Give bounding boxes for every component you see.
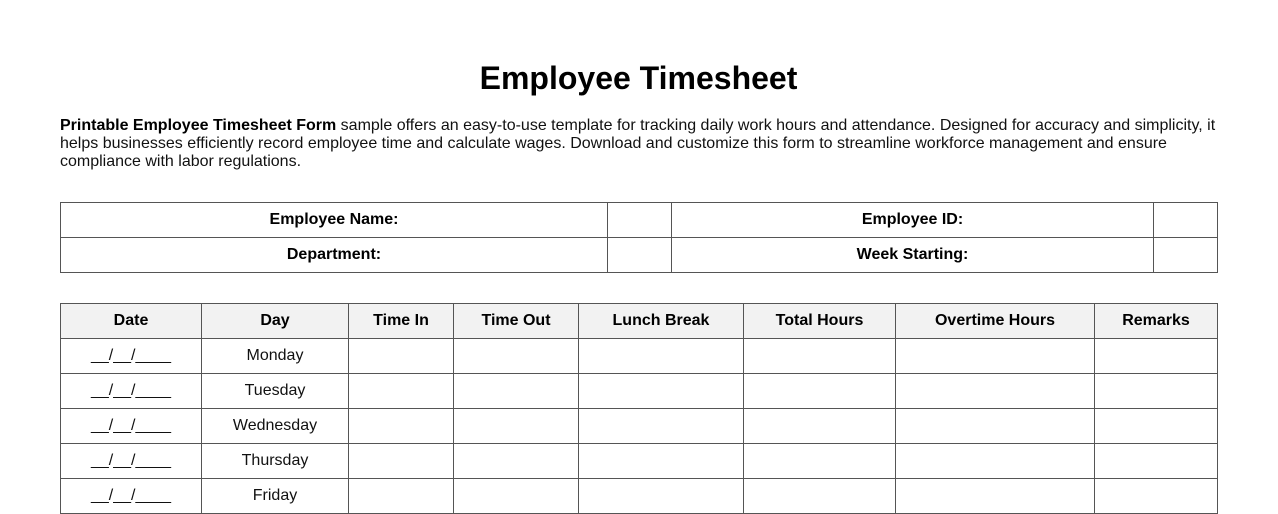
table-row (61, 374, 1218, 409)
total-hours-cell[interactable] (744, 339, 896, 374)
total-hours-cell[interactable] (744, 479, 896, 514)
time-out-cell[interactable] (454, 444, 579, 479)
total-hours-cell[interactable] (744, 444, 896, 479)
lunch-break-cell[interactable] (579, 409, 744, 444)
column-header-time-out: Time Out (454, 304, 579, 339)
employee-id-label: Employee ID: (672, 203, 1154, 238)
table-row (61, 444, 1218, 479)
time-in-cell[interactable] (349, 479, 454, 514)
week-starting-field[interactable] (1154, 238, 1218, 273)
time-out-cell[interactable] (454, 339, 579, 374)
lunch-break-cell[interactable] (579, 339, 744, 374)
lunch-break-cell[interactable] (579, 479, 744, 514)
remarks-cell[interactable] (1095, 409, 1218, 444)
day-cell: Tuesday (202, 374, 349, 409)
intro-bold-lead: Printable Employee Timesheet Form (60, 117, 337, 134)
overtime-hours-cell[interactable] (896, 479, 1095, 514)
timesheet-table (60, 303, 1218, 514)
table-row (61, 339, 1218, 374)
lunch-break-cell[interactable] (579, 444, 744, 479)
column-header-remarks: Remarks (1095, 304, 1218, 339)
column-header-day: Day (202, 304, 349, 339)
column-header-total-hours: Total Hours (744, 304, 896, 339)
remarks-cell[interactable] (1095, 374, 1218, 409)
time-out-cell[interactable] (454, 409, 579, 444)
employee-name-field[interactable] (608, 203, 672, 238)
overtime-hours-cell[interactable] (896, 374, 1095, 409)
column-header-time-in: Time In (349, 304, 454, 339)
time-out-cell[interactable] (454, 374, 579, 409)
employee-id-field[interactable] (1154, 203, 1218, 238)
page-title: Employee Timesheet (479, 60, 798, 96)
timesheet-header-row (61, 304, 1218, 339)
table-row (61, 479, 1218, 514)
day-cell: Thursday (202, 444, 349, 479)
intro-paragraph (60, 117, 1220, 171)
employee-name-label: Employee Name: (61, 203, 608, 238)
column-header-date: Date (61, 304, 202, 339)
department-field[interactable] (608, 238, 672, 273)
day-cell: Monday (202, 339, 349, 374)
remarks-cell[interactable] (1095, 444, 1218, 479)
remarks-cell[interactable] (1095, 339, 1218, 374)
time-out-cell[interactable] (454, 479, 579, 514)
overtime-hours-cell[interactable] (896, 409, 1095, 444)
employee-info-table (60, 202, 1218, 273)
overtime-hours-cell[interactable] (896, 444, 1095, 479)
date-cell[interactable]: __/__/____ (61, 479, 202, 514)
time-in-cell[interactable] (349, 409, 454, 444)
column-header-overtime-hours: Overtime Hours (896, 304, 1095, 339)
info-row (61, 203, 1218, 238)
info-row (61, 238, 1218, 273)
table-row (61, 409, 1218, 444)
date-cell[interactable]: __/__/____ (61, 374, 202, 409)
date-cell[interactable]: __/__/____ (61, 444, 202, 479)
date-cell[interactable]: __/__/____ (61, 409, 202, 444)
column-header-lunch-break: Lunch Break (579, 304, 744, 339)
total-hours-cell[interactable] (744, 409, 896, 444)
date-cell[interactable]: __/__/____ (61, 339, 202, 374)
department-label: Department: (61, 238, 608, 273)
time-in-cell[interactable] (349, 339, 454, 374)
lunch-break-cell[interactable] (579, 374, 744, 409)
intro-text: sample offers an easy-to-use template for tracking daily work hours and attendance. Designed for accuracy and simplicity, it helps businesses efficiently record employee time and calculate wages. Download and customize this form to streamline workforce management and ensure compliance with labor regulations. (60, 117, 1216, 170)
time-in-cell[interactable] (349, 444, 454, 479)
week-starting-label: Week Starting: (672, 238, 1154, 273)
day-cell: Friday (202, 479, 349, 514)
total-hours-cell[interactable] (744, 374, 896, 409)
time-in-cell[interactable] (349, 374, 454, 409)
day-cell: Wednesday (202, 409, 349, 444)
remarks-cell[interactable] (1095, 479, 1218, 514)
overtime-hours-cell[interactable] (896, 339, 1095, 374)
